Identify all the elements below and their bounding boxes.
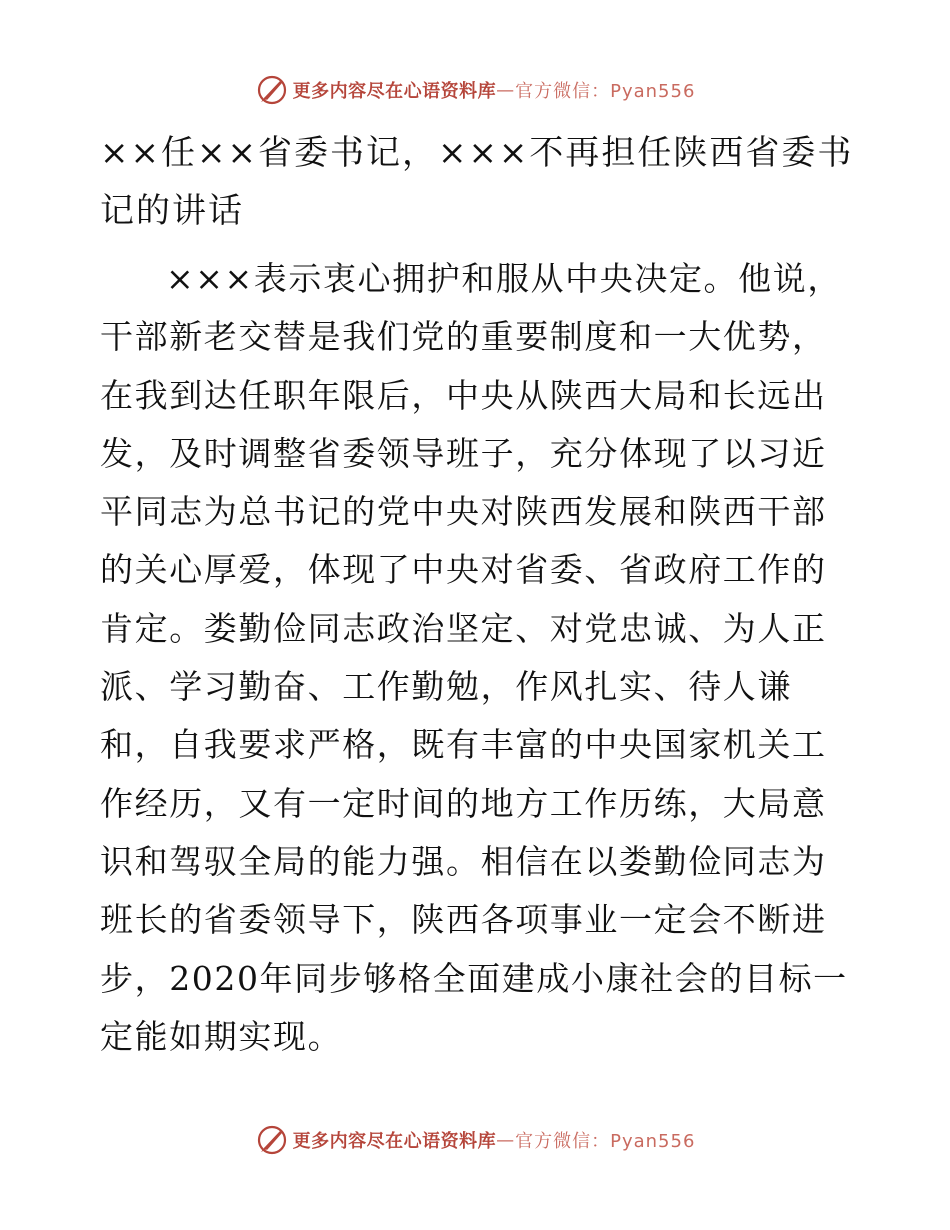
banner-brand-text: 更多内容尽在心语资料库 — [292, 81, 497, 102]
quill-pen-circle-icon — [255, 1123, 289, 1157]
footer-banner — [0, 1120, 950, 1160]
document-paragraph: ×××表示衷心拥护和服从中央决定。他说，干部新老交替是我们党的重要制度和一大优势，在我到达任职年限后，中央从陕西大局和长远出发，及时调整省委领导班子，充分体现了以习近平同志为总书记的党中央对陕西发展和陕西干部的关心厚爱，体现了中央对省委、省政府工作的肯定。娄勤俭同志政治坚定、对党忠诚、为人正派、学习勤奋、工作勤勉，作风扎实、待人谦和，自我要求严格，既有丰富的中央国家机关工作经历，又有一定时间的地方工作历练，大局意识和驾驭全局的能力强。相信在以娄勤俭同志为班长的省委领导下，陕西各项事业一定会不断进步，2020年同步够格全面建成小康社会的目标一定能如期实现。 — [100, 259, 848, 1056]
document-title: ××任××省委书记，×××不再担任陕西省委书记的讲话 — [100, 133, 854, 231]
quill-pen-circle-icon — [255, 73, 289, 107]
banner-separator: — — [496, 79, 516, 101]
banner-contact-text: 官方微信：Pyan556 — [515, 81, 696, 102]
banner-separator: — — [496, 1129, 516, 1151]
banner-brand-text: 更多内容尽在心语资料库 — [292, 1131, 497, 1152]
banner-contact-text: 官方微信：Pyan556 — [515, 1131, 696, 1152]
header-banner — [0, 70, 950, 110]
